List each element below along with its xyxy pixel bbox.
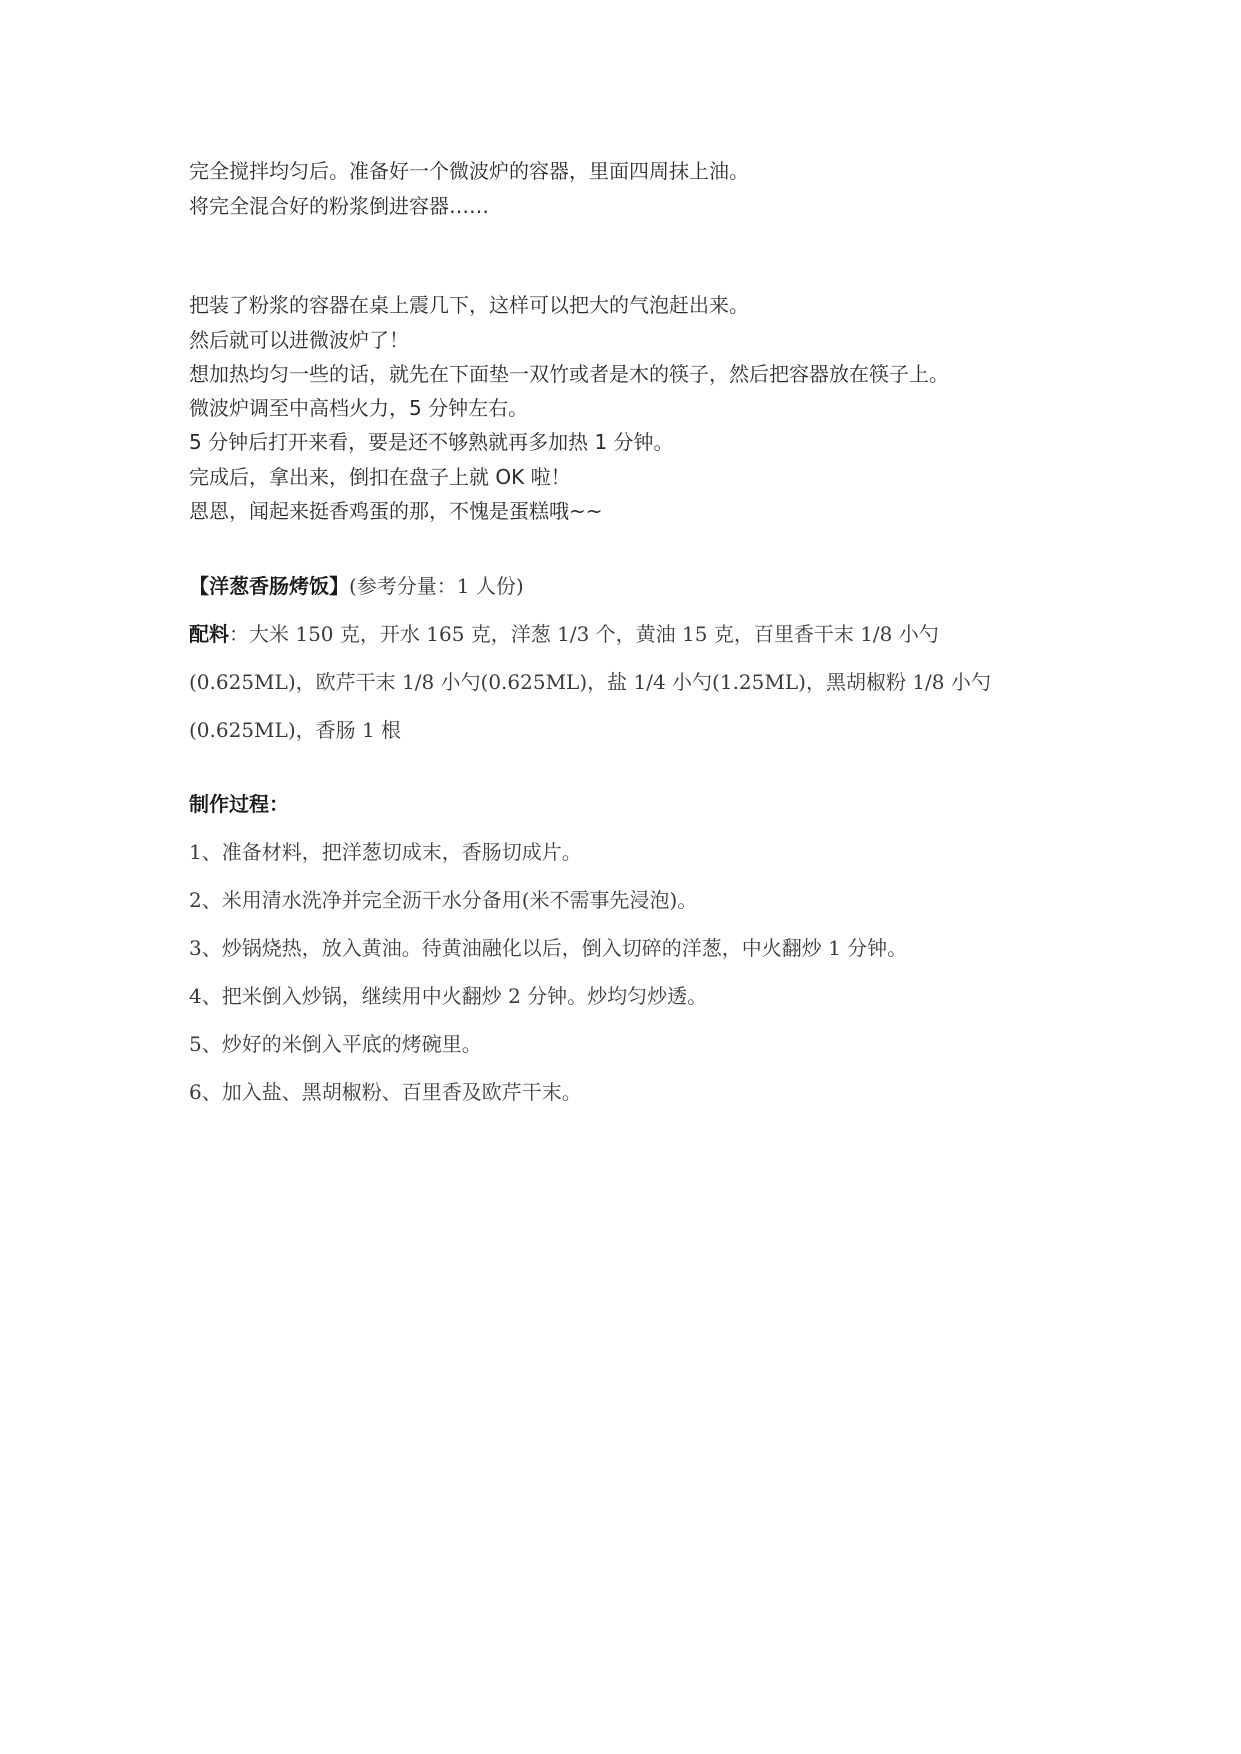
ingredients-line: (0.625ML)，欧芹干末 1/8 小勺(0.625ML)，盐 1/4 小勺(1.25ML)，黑胡椒粉 1/8 小勺 xyxy=(189,670,991,694)
ingredients-line: (0.625ML)，香肠 1 根 xyxy=(189,718,402,742)
paragraph-line: 然后就可以进微波炉了！ xyxy=(189,328,409,352)
step-item: 3、炒锅烧热，放入黄油。待黄油融化以后，倒入切碎的洋葱，中火翻炒 1 分钟。 xyxy=(189,936,908,960)
ingredients-text: ：大米 150 克，开水 165 克，洋葱 1/3 个，黄油 15 克，百里香干末 1/8 小勺 xyxy=(229,622,939,646)
step-item: 1、准备材料，把洋葱切成末，香肠切成片。 xyxy=(189,840,582,864)
paragraph-line: 将完全混合好的粉浆倒进容器…… xyxy=(189,194,489,218)
process-label: 制作过程： xyxy=(189,792,289,816)
step-item: 2、米用清水洗净并完全沥干水分备用(米不需事先浸泡)。 xyxy=(189,888,698,912)
recipe-title: 【洋葱香肠烤饭】 xyxy=(189,574,349,598)
recipe-serving: (参考分量：1 人份) xyxy=(349,574,524,598)
paragraph-line: 微波炉调至中高档火力，5 分钟左右。 xyxy=(189,396,529,420)
step-item: 6、加入盐、黑胡椒粉、百里香及欧芹干末。 xyxy=(189,1080,582,1104)
step-item: 5、炒好的米倒入平底的烤碗里。 xyxy=(189,1032,482,1056)
paragraph-line: 5 分钟后打开来看，要是还不够熟就再多加热 1 分钟。 xyxy=(189,430,674,454)
paragraph-line: 完全搅拌均匀后。准备好一个微波炉的容器，里面四周抹上油。 xyxy=(189,159,749,183)
ingredients-line xyxy=(189,621,939,647)
paragraph-line: 恩恩，闻起来挺香鸡蛋的那，不愧是蛋糕哦~~ xyxy=(189,499,603,523)
paragraph-line: 把装了粉浆的容器在桌上震几下，这样可以把大的气泡赶出来。 xyxy=(189,293,749,317)
step-item: 4、把米倒入炒锅，继续用中火翻炒 2 分钟。炒均匀炒透。 xyxy=(189,984,708,1008)
paragraph-line: 完成后，拿出来，倒扣在盘子上就 OK 啦！ xyxy=(189,465,571,489)
ingredients-label: 配料 xyxy=(189,622,229,646)
paragraph-line: 想加热均匀一些的话，就先在下面垫一双竹或者是木的筷子，然后把容器放在筷子上。 xyxy=(189,362,949,386)
recipe-title-line xyxy=(189,573,524,599)
